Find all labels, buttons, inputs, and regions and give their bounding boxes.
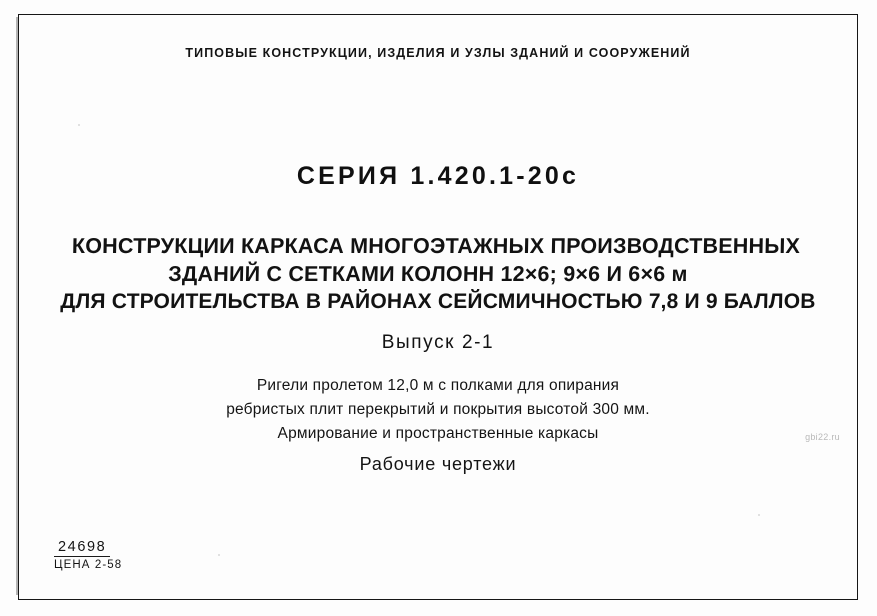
title-line-1: КОНСТРУКЦИИ КАРКАСА МНОГОЭТАЖНЫХ ПРОИЗВОДСТВЕННЫХ <box>71 234 801 258</box>
stamp-code: 24698 <box>54 539 110 557</box>
title-line-2: ЗДАНИЙ С СЕТКАМИ КОЛОНН 12×6; 9×6 И 6×6 м <box>168 262 688 286</box>
title-line-3: ДЛЯ СТРОИТЕЛЬСТВА В РАЙОНАХ СЕЙСМИЧНОСТЬЮ 7,8 И 9 БАЛЛОВ <box>60 290 816 313</box>
scan-speckle <box>218 554 220 556</box>
description-line-1: Ригели пролетом 12,0 м с полками для опирания <box>256 377 620 394</box>
scan-speckle <box>78 124 80 126</box>
series-number: СЕРИЯ 1.420.1-20с <box>296 162 580 190</box>
document-title <box>18 232 858 316</box>
description-line-3: Армирование и пространственные каркасы <box>277 425 599 442</box>
document-type: Рабочие чертежи <box>359 454 517 474</box>
document-description <box>18 374 858 446</box>
stamp-block <box>54 538 122 571</box>
description-line-2: ребристых плит перекрытий и покрытия высотой 300 мм. <box>226 401 650 418</box>
document-kicker: ТИПОВЫЕ КОНСТРУКЦИИ, ИЗДЕЛИЯ И УЗЛЫ ЗДАНИЙ И СООРУЖЕНИЙ <box>185 46 691 60</box>
watermark-text: gbi22.ru <box>805 432 840 442</box>
stamp-price: ЦЕНА 2-58 <box>54 559 123 571</box>
issue-number: Выпуск 2-1 <box>381 332 495 353</box>
scan-speckle <box>758 514 760 516</box>
page-content <box>18 14 858 600</box>
